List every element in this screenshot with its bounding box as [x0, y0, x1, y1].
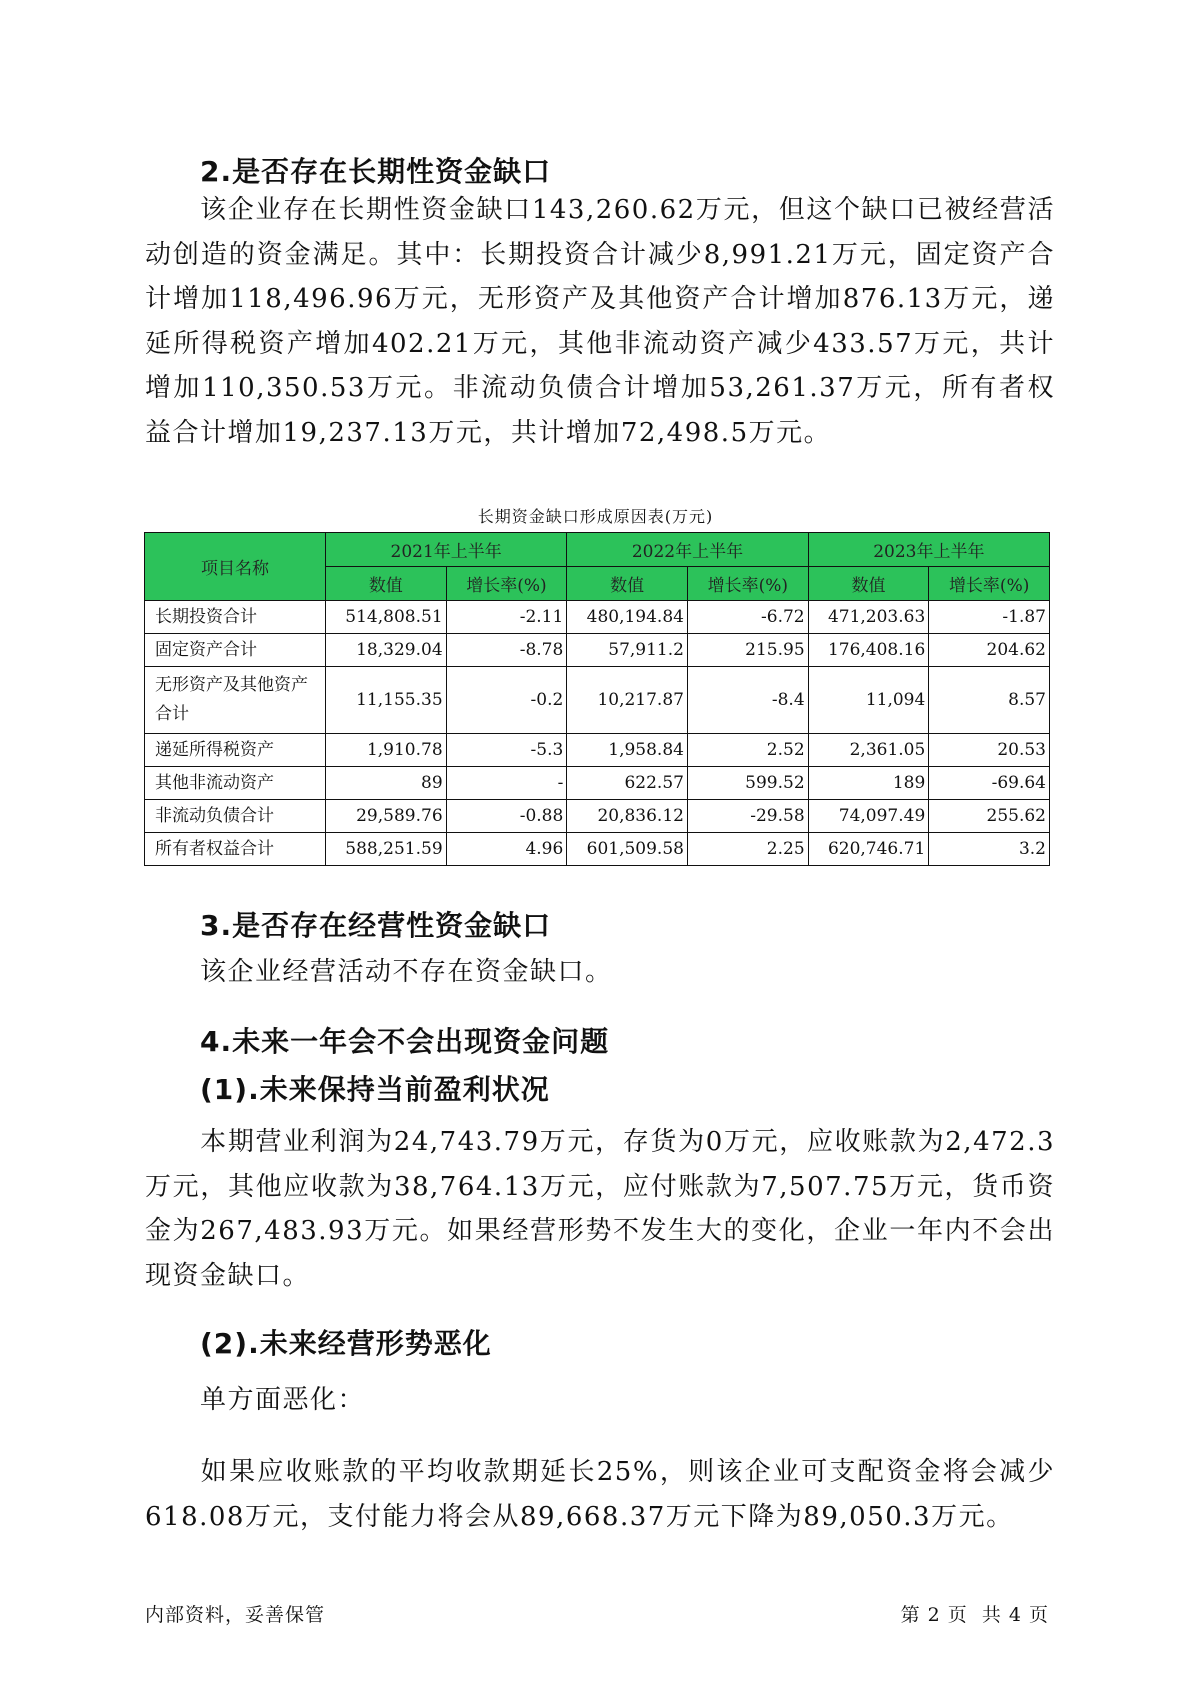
table-caption: 长期资金缺口形成原因表(万元)	[477, 507, 714, 526]
row-name: 固定资产合计	[145, 634, 326, 667]
cell-rate: -1.87	[929, 601, 1050, 634]
section-4-2-title: (2).未来经营形势恶化	[200, 1327, 492, 1360]
section-2-paragraph	[145, 188, 1055, 455]
table-row	[145, 634, 1050, 667]
row-name: 无形资产及其他资产合计	[145, 667, 326, 734]
cell-value: 2,361.05	[808, 734, 929, 767]
cell-value: 176,408.16	[808, 634, 929, 667]
section-2-title: 2.是否存在长期性资金缺口	[200, 155, 552, 188]
cell-value: 1,958.84	[567, 734, 688, 767]
section-3-text: 该企业经营活动不存在资金缺口。	[200, 957, 613, 987]
cell-value: 20,836.12	[567, 800, 688, 833]
cell-rate: -	[446, 767, 567, 800]
cell-rate: -6.72	[687, 601, 808, 634]
cell-value: 1,910.78	[325, 734, 446, 767]
header-value: 数值	[808, 567, 929, 601]
cell-rate: -0.2	[446, 667, 567, 734]
cell-value: 89	[325, 767, 446, 800]
header-item-name: 项目名称	[145, 533, 326, 601]
row-name: 其他非流动资产	[145, 767, 326, 800]
cell-value: 11,094	[808, 667, 929, 734]
cell-rate: -2.11	[446, 601, 567, 634]
footer-confidential-note: 内部资料，妥善保管	[145, 1604, 326, 1626]
cell-value: 189	[808, 767, 929, 800]
table-row	[145, 833, 1050, 866]
cell-value: 74,097.49	[808, 800, 929, 833]
section-4-title: 4.未来一年会不会出现资金问题	[200, 1025, 610, 1058]
cell-value: 588,251.59	[325, 833, 446, 866]
cell-rate: -8.4	[687, 667, 808, 734]
header-rate: 增长率(%)	[929, 567, 1050, 601]
section-4-1-text: 本期营业利润为24,743.79万元，存货为0万元，应收账款为2,472.3万元，其他应收款为38,764.13万元，应付账款为7,507.75万元，货币资金为267,483.93万元。如果经营形势不发生大的变化，企业一年内不会出现资金缺口。	[145, 1127, 1055, 1291]
cell-rate: 20.53	[929, 734, 1050, 767]
header-period-2021: 2021年上半年	[325, 533, 566, 567]
section-4-1-paragraph	[145, 1120, 1055, 1298]
section-2-text: 该企业存在长期性资金缺口143,260.62万元，但这个缺口已被经营活动创造的资金满足。其中：长期投资合计减少8,991.21万元，固定资产合计增加118,496.96万元，无形资产及其他资产合计增加876.13万元，递延所得税资产增加402.21万元，其他非流动资产减少433.57万元，共计增加110,350.53万元。非流动负债合计增加53,261.37万元，所有者权益合计增加19,237.13万元，共计增加72,498.5万元。	[145, 195, 1055, 448]
section-3-paragraph	[145, 950, 1055, 995]
cell-rate: 204.62	[929, 634, 1050, 667]
row-name: 非流动负债合计	[145, 800, 326, 833]
cell-value: 10,217.87	[567, 667, 688, 734]
cell-value: 622.57	[567, 767, 688, 800]
table-row	[145, 667, 1050, 734]
section-4-2-text-2: 如果应收账款的平均收款期延长25%，则该企业可支配资金将会减少618.08万元，支付能力将会从89,668.37万元下降为89,050.3万元。	[145, 1457, 1055, 1532]
cell-rate: -0.88	[446, 800, 567, 833]
row-name: 递延所得税资产	[145, 734, 326, 767]
section-4-2-paragraph-2	[145, 1450, 1055, 1539]
header-value: 数值	[567, 567, 688, 601]
header-period-2023: 2023年上半年	[808, 533, 1049, 567]
long-term-gap-table	[144, 532, 1050, 866]
section-4-2-paragraph-1	[145, 1378, 1055, 1423]
cell-value: 57,911.2	[567, 634, 688, 667]
header-period-2022: 2022年上半年	[567, 533, 808, 567]
cell-value: 29,589.76	[325, 800, 446, 833]
table-row	[145, 800, 1050, 833]
cell-rate: 3.2	[929, 833, 1050, 866]
cell-rate: 2.25	[687, 833, 808, 866]
cell-rate: 599.52	[687, 767, 808, 800]
header-value: 数值	[325, 567, 446, 601]
header-rate: 增长率(%)	[687, 567, 808, 601]
cell-rate: 215.95	[687, 634, 808, 667]
section-3-title: 3.是否存在经营性资金缺口	[200, 909, 552, 942]
cell-rate: 255.62	[929, 800, 1050, 833]
cell-value: 11,155.35	[325, 667, 446, 734]
section-4-2-text-1: 单方面恶化：	[200, 1385, 366, 1415]
cell-value: 480,194.84	[567, 601, 688, 634]
row-name: 长期投资合计	[145, 601, 326, 634]
footer-page-number: 第 2 页 共 4 页	[900, 1604, 1049, 1626]
cell-value: 601,509.58	[567, 833, 688, 866]
cell-rate: -29.58	[687, 800, 808, 833]
cell-rate: 4.96	[446, 833, 567, 866]
cell-value: 471,203.63	[808, 601, 929, 634]
cell-rate: 8.57	[929, 667, 1050, 734]
header-rate: 增长率(%)	[446, 567, 567, 601]
table-row	[145, 767, 1050, 800]
section-4-1-title: (1).未来保持当前盈利状况	[200, 1073, 550, 1106]
cell-rate: 2.52	[687, 734, 808, 767]
table-row	[145, 734, 1050, 767]
cell-rate: -69.64	[929, 767, 1050, 800]
cell-value: 18,329.04	[325, 634, 446, 667]
row-name: 所有者权益合计	[145, 833, 326, 866]
cell-rate: -8.78	[446, 634, 567, 667]
cell-rate: -5.3	[446, 734, 567, 767]
cell-value: 514,808.51	[325, 601, 446, 634]
table-row	[145, 601, 1050, 634]
cell-value: 620,746.71	[808, 833, 929, 866]
